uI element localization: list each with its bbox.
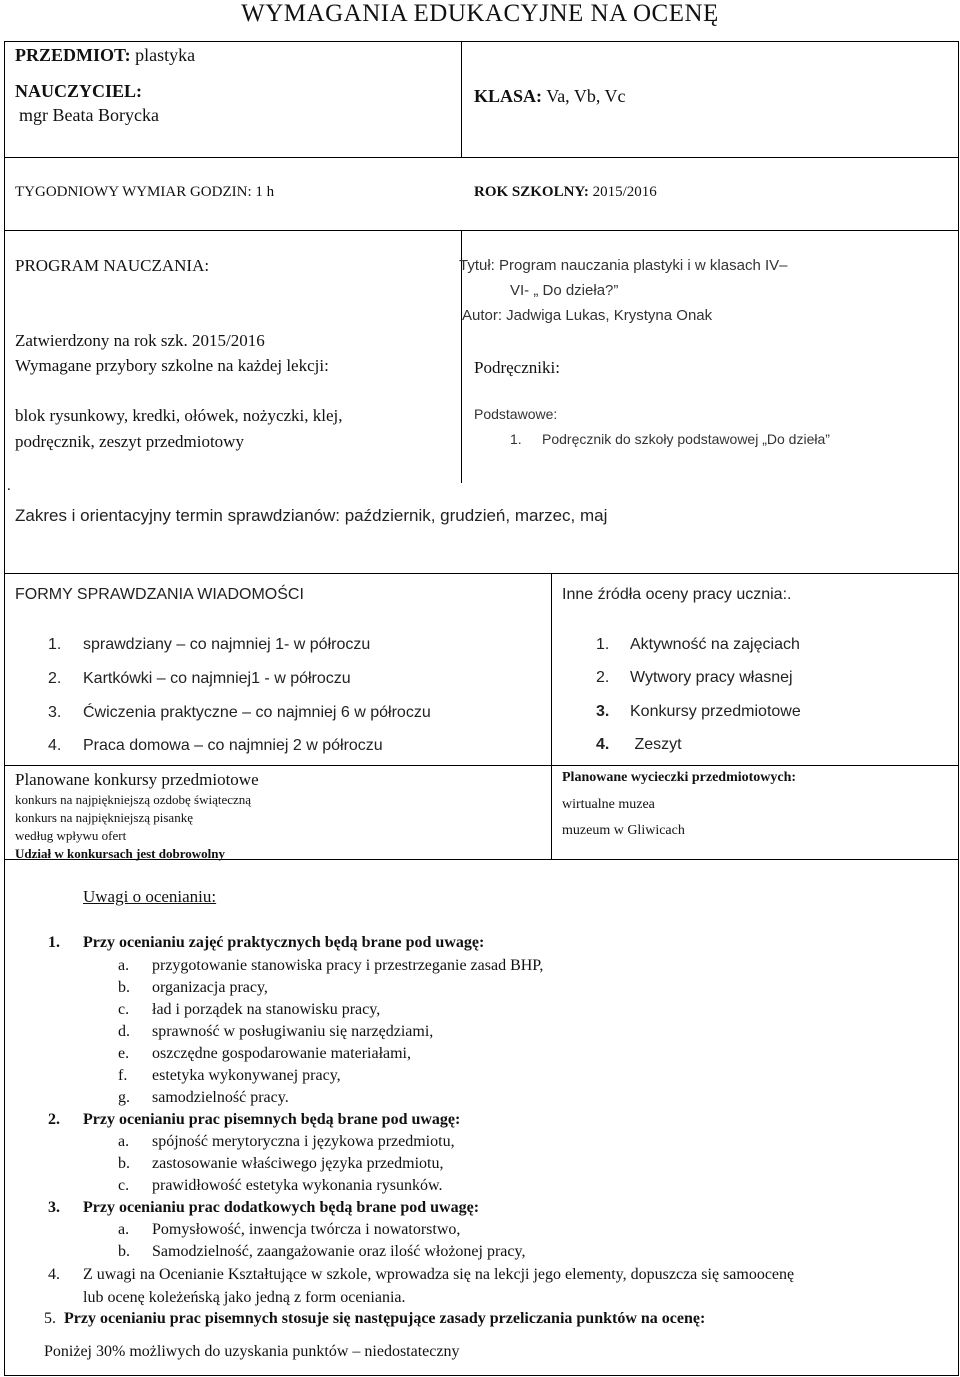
forms-item-3: Ćwiczenia praktyczne – co najmniej 6 w półroczu bbox=[83, 704, 431, 721]
header-divider bbox=[461, 41, 462, 158]
forms-item-num-3: 3. bbox=[48, 704, 62, 721]
remarks-s1-letter-d: d. bbox=[118, 1023, 130, 1040]
remarks-s5-num: 5. bbox=[44, 1310, 56, 1327]
page-title: WYMAGANIA EDUKACYJNE NA OCENĘ bbox=[241, 0, 719, 27]
trips-title: Planowane wycieczki przedmiotowych: bbox=[562, 770, 797, 785]
remarks-s1-letter-g: g. bbox=[118, 1089, 130, 1106]
other-source-num-1: 1. bbox=[596, 636, 610, 653]
forms-divider bbox=[551, 573, 552, 859]
remarks-s2-letter-b: b. bbox=[118, 1155, 130, 1172]
subject-line: PRZEDMIOT: plastyka bbox=[15, 45, 196, 65]
table-border-right bbox=[958, 41, 959, 1376]
other-source-3: Konkursy przedmiotowe bbox=[630, 703, 801, 720]
remarks-s3-item-b: Samodzielność, zaangażowanie oraz ilość włożonej pracy, bbox=[152, 1243, 526, 1260]
remarks-title: Uwagi o ocenianiu: bbox=[83, 887, 217, 906]
remarks-s3-item-a: Pomysłowość, inwencja twórcza i nowatorstwo, bbox=[152, 1221, 461, 1238]
other-source-num-3: 3. bbox=[596, 703, 610, 720]
forms-item-num-2: 2. bbox=[48, 670, 62, 687]
remarks-s2-item-b: zastosowanie właściwego języka przedmiotu, bbox=[152, 1155, 444, 1172]
remarks-s1-title: Przy ocenianiu zajęć praktycznych będą brane pod uwagę: bbox=[83, 934, 485, 951]
remarks-s1-item-c: ład i porządek na stanowisku pracy, bbox=[152, 1001, 381, 1018]
other-sources-title: Inne źródła oceny pracy ucznia:. bbox=[562, 586, 792, 603]
remarks-s2-title: Przy ocenianiu prac pisemnych będą brane pod uwagę: bbox=[83, 1111, 461, 1128]
tests-dot: . bbox=[7, 478, 11, 494]
remarks-s1-item-b: organizacja pracy, bbox=[152, 979, 268, 996]
remarks-s1-item-e: oszczędne gospodarowanie materiałami, bbox=[152, 1045, 411, 1062]
remarks-s4-num: 4. bbox=[48, 1266, 60, 1283]
teacher-label: NAUCZYCIEL: bbox=[15, 81, 143, 101]
tests-schedule: Zakres i orientacyjny termin sprawdzianów: październik, grudzień, marzec, maj bbox=[15, 506, 608, 525]
other-source-num-2: 2. bbox=[596, 669, 610, 686]
program-label: PROGRAM NAUCZANIA: bbox=[15, 256, 210, 275]
program-approved: Zatwierdzony na rok szk. 2015/2016 bbox=[15, 331, 265, 350]
program-title-line2: VI- „ Do dzieła?” bbox=[510, 282, 619, 299]
remarks-s1-letter-a: a. bbox=[118, 957, 130, 974]
school-year: ROK SZKOLNY: 2015/2016 bbox=[474, 184, 657, 200]
remarks-s2-letter-a: a. bbox=[118, 1133, 130, 1150]
contest-line-2: konkurs na najpiękniejszą pisankę bbox=[15, 810, 193, 825]
teacher-name: mgr Beata Borycka bbox=[19, 105, 159, 125]
basic-textbooks-label: Podstawowe: bbox=[474, 406, 558, 422]
row-divider-3 bbox=[4, 573, 958, 574]
remarks-s1-letter-f: f. bbox=[118, 1067, 128, 1084]
program-title-line1: Tytuł: Program nauczania plastyki i w klasach IV– bbox=[459, 257, 788, 274]
contest-line-4: Udział w konkursach jest dobrowolny bbox=[15, 846, 225, 861]
table-border-left bbox=[4, 41, 5, 1376]
remarks-s2-letter-c: c. bbox=[118, 1177, 130, 1194]
remarks-s2-item-a: spójność merytoryczna i językowa przedmiotu, bbox=[152, 1133, 455, 1150]
trip-line-2: muzeum w Gliwicach bbox=[562, 823, 685, 838]
remarks-s3-title: Przy ocenianiu prac dodatkowych będą brane pod uwagę: bbox=[83, 1199, 480, 1216]
other-source-2: Wytwory pracy własnej bbox=[630, 669, 793, 686]
forms-item-2: Kartkówki – co najmniej1 - w półroczu bbox=[83, 670, 351, 687]
remarks-s1-num: 1. bbox=[48, 934, 60, 951]
forms-item-num-1: 1. bbox=[48, 636, 62, 653]
forms-item-num-4: 4. bbox=[48, 737, 62, 754]
textbooks-label: Podręczniki: bbox=[474, 358, 560, 377]
class-line: KLASA: Va, Vb, Vc bbox=[474, 86, 626, 106]
remarks-s1-item-d: sprawność w posługiwaniu się narzędziami, bbox=[152, 1023, 434, 1040]
contest-line-1: konkurs na najpiękniejszą ozdobę świąteczną bbox=[15, 792, 252, 807]
remarks-s1-letter-e: e. bbox=[118, 1045, 130, 1062]
remarks-s1-item-g: samodzielność pracy. bbox=[152, 1089, 289, 1106]
row-divider-4 bbox=[4, 765, 958, 766]
table-border-bottom bbox=[4, 1375, 958, 1376]
row-divider-1 bbox=[4, 157, 958, 158]
forms-item-1: sprawdziany – co najmniej 1- w półroczu bbox=[83, 636, 371, 653]
remarks-s2-item-c: prawidłowość estetyka wykonania rysunków. bbox=[152, 1177, 443, 1194]
remarks-s3-letter-a: a. bbox=[118, 1221, 130, 1238]
remarks-s1-letter-b: b. bbox=[118, 979, 130, 996]
other-source-1: Aktywność na zajęciach bbox=[630, 636, 800, 653]
contest-line-3: według wpływu ofert bbox=[15, 828, 127, 843]
remarks-s5-text: Przy ocenianiu prac pisemnych stosuje się następujące zasady przeliczania punktów na ocenę: bbox=[64, 1310, 706, 1327]
weekly-hours: TYGODNIOWY WYMIAR GODZIN: 1 h bbox=[15, 184, 275, 200]
other-source-4: Zeszyt bbox=[630, 736, 682, 753]
remarks-s1-item-a: przygotowanie stanowiska pracy i przestrzeganie zasad BHP, bbox=[152, 957, 544, 974]
other-source-num-4: 4. bbox=[596, 736, 610, 753]
contests-title: Planowane konkursy przedmiotowe bbox=[15, 770, 259, 789]
remarks-s4-line1: Z uwagi na Ocenianie Kształtujące w szkole, wprowadza się na lekcji jego elementy, dopuszcza się samoocenę bbox=[83, 1266, 795, 1283]
remarks-s1-item-f: estetyka wykonywanej pracy, bbox=[152, 1067, 341, 1084]
forms-title: FORMY SPRAWDZANIA WIADOMOŚCI bbox=[15, 586, 304, 603]
row-divider-2 bbox=[4, 230, 958, 231]
remarks-s3-letter-b: b. bbox=[118, 1243, 130, 1260]
tools-label: Wymagane przybory szkolne na każdej lekcji: bbox=[15, 356, 329, 375]
basic-textbook-title: Podręcznik do szkoły podstawowej „Do dzieła” bbox=[542, 431, 830, 447]
grading-threshold: Poniżej 30% możliwych do uzyskania punktów – niedostateczny bbox=[44, 1343, 460, 1360]
forms-item-4: Praca domowa – co najmniej 2 w półroczu bbox=[83, 737, 383, 754]
tools-line2: podręcznik, zeszyt przedmiotowy bbox=[15, 432, 244, 451]
remarks-s2-num: 2. bbox=[48, 1111, 60, 1128]
program-authors: Autor: Jadwiga Lukas, Krystyna Onak bbox=[462, 307, 713, 324]
remarks-s1-letter-c: c. bbox=[118, 1001, 130, 1018]
remarks-s4-line2: lub ocenę koleżeńską jako jedną z form oceniania. bbox=[83, 1289, 406, 1306]
basic-textbook-number: 1. bbox=[510, 431, 522, 447]
table-border-top bbox=[4, 41, 958, 42]
trip-line-1: wirtualne muzea bbox=[562, 797, 655, 812]
tools-line1: blok rysunkowy, kredki, ołówek, nożyczki, klej, bbox=[15, 406, 343, 425]
remarks-s3-num: 3. bbox=[48, 1199, 60, 1216]
